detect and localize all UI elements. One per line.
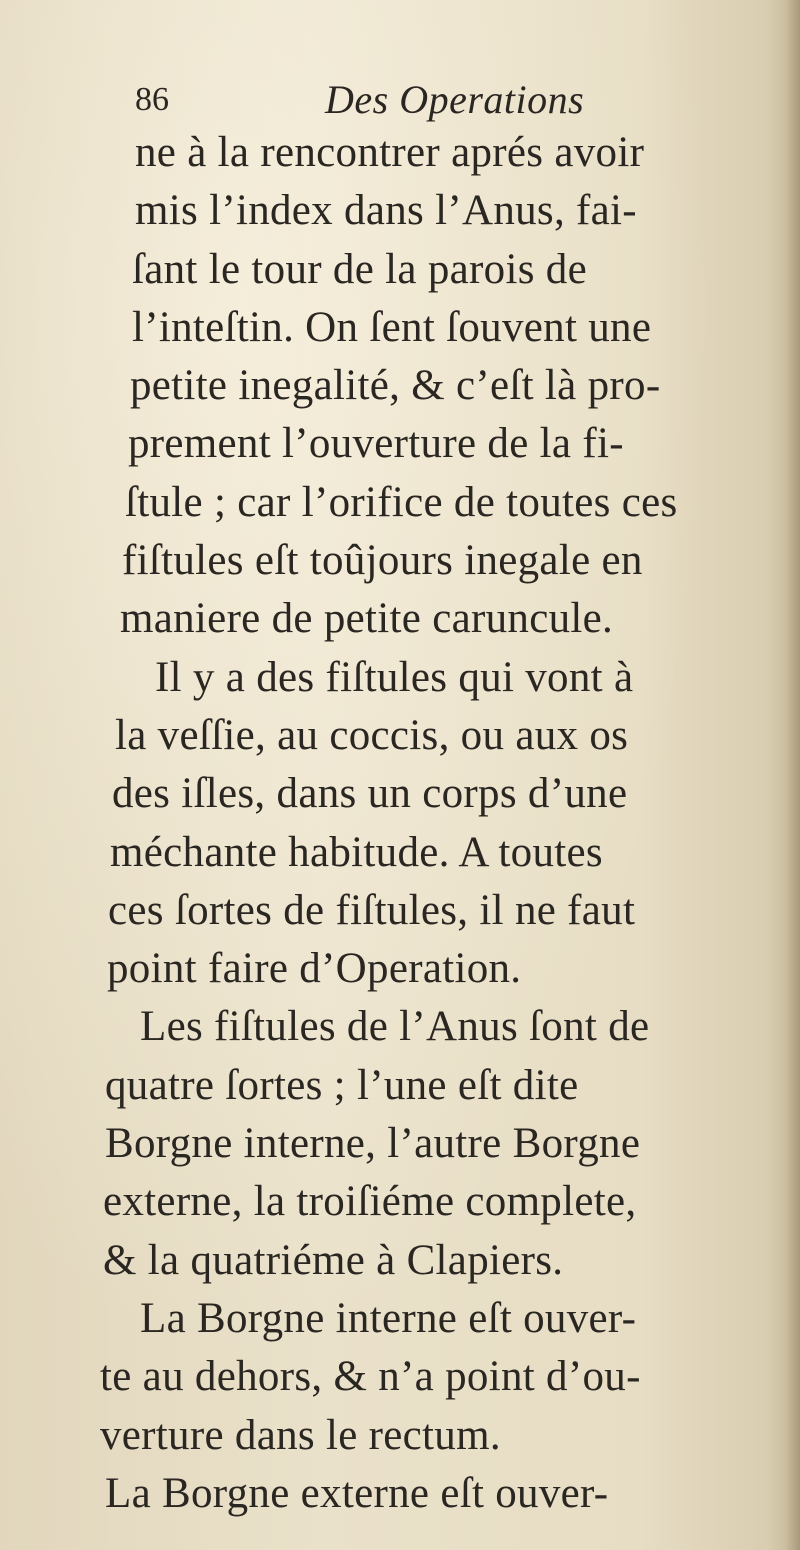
body-text (95, 124, 775, 1523)
text-line: Borgne interne, l’autre Borgne (105, 1120, 641, 1168)
text-line: quatre ſortes ; l’une eſt dite (105, 1061, 579, 1109)
text-line: l’inteſtin. On ſent ſouvent une (132, 303, 652, 351)
text-line: fiſtules eſt toûjours inegale en (122, 537, 643, 585)
text-line: verture dans le rectum. (100, 1411, 501, 1459)
text-line: la veſſie, au coccis, ou aux os (115, 711, 629, 759)
text-line: ſant le tour de la parois de (132, 245, 587, 293)
page-number: 86 (135, 81, 169, 118)
page-header (135, 74, 755, 126)
text-line: mis l’index dans l’Anus, fai- (135, 187, 637, 235)
text-line: & la quatriéme à Clapiers. (103, 1236, 564, 1284)
text-line: externe, la troiſiéme complete, (103, 1178, 637, 1226)
text-line: des iſles, dans un corps d’une (112, 770, 628, 818)
text-line: ces ſortes de fiſtules, il ne faut (108, 886, 636, 934)
text-line: méchante habitude. A toutes (110, 828, 603, 876)
text-line: petite inegalité, & c’eſt là pro- (130, 362, 661, 410)
page-edge-shadow (786, 0, 800, 1550)
running-title: Des Operations (325, 77, 585, 122)
text-line: point faire d’Operation. (107, 945, 522, 993)
text-line: ne à la rencontrer aprés avoir (135, 129, 645, 176)
text-line: prement l’ouverture de la fi- (128, 420, 624, 468)
text-line: La Borgne externe eſt ouver- (105, 1469, 609, 1517)
text-line: Il y a des fiſtules qui vont à (155, 653, 634, 701)
text-line: te au dehors, & n’a point d’ou- (100, 1353, 641, 1401)
text-line: ſtule ; car l’orifice de toutes ces (125, 478, 678, 526)
text-line: La Borgne interne eſt ouver- (140, 1294, 637, 1342)
text-line: maniere de petite caruncule. (120, 595, 614, 643)
text-line: Les fiſtules de l’Anus ſont de (140, 1003, 650, 1051)
